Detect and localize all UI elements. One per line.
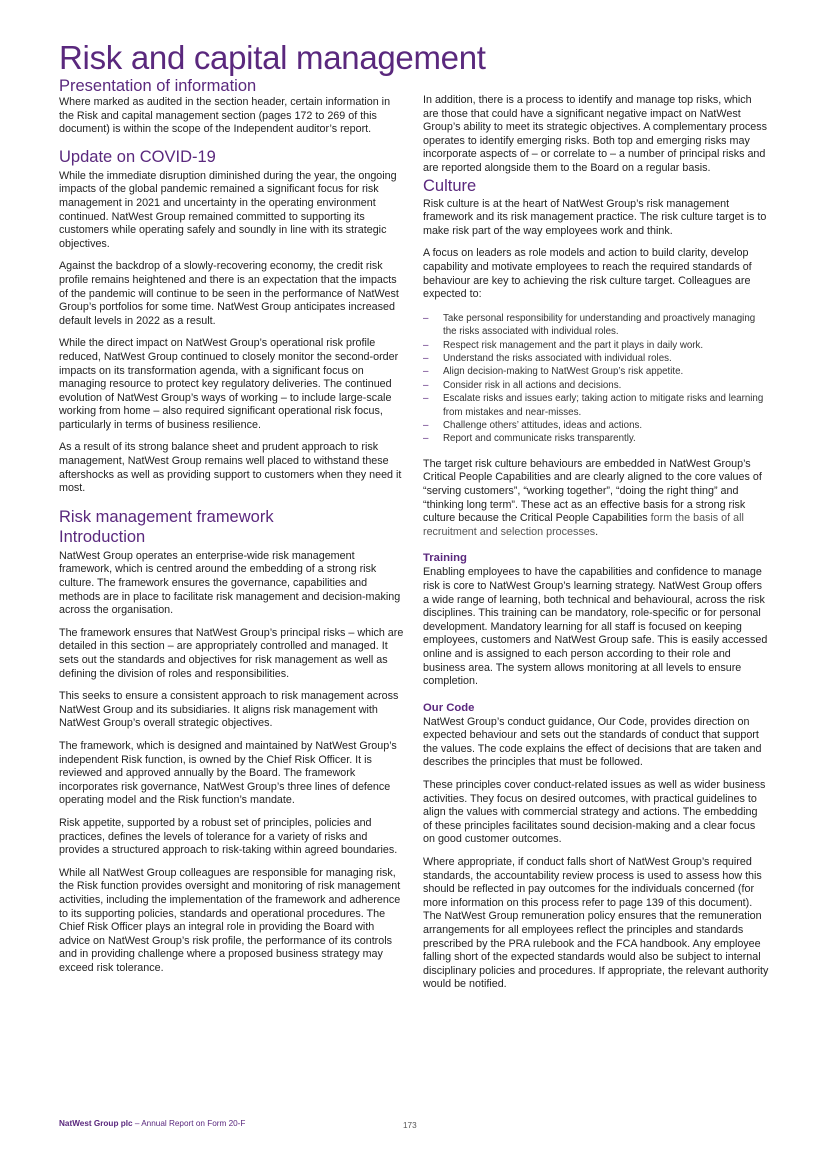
list-item: – Understand the risks associated with individual roles. [423, 352, 672, 364]
list-item: – Take personal responsibility for understanding and proactively managing the risks associated with individual roles. [423, 312, 756, 338]
framework-paragraph-6: While all NatWest Group colleagues are responsible for managing risk, the Risk function provides oversight and monitoring of risk management activities, including the implementation of the framework and adherence to its supporting policies, standards and operational procedures. The Chief Risk Officer plays an integral role in providing the Board with advice on NatWest Group’s risk profile, the performance of its controls and in providing challenge where a proposed business strategy may exceed risk tolerance. [59, 866, 401, 974]
dash-icon: – [423, 352, 429, 364]
our-code-section [423, 700, 769, 992]
presentation-section [59, 76, 404, 137]
culture-paragraph-1: Risk culture is at the heart of NatWest Group’s risk management framework and its risk management practice. The risk culture target is to make risk part of the way employees work and think. [423, 197, 767, 237]
framework-heading: Risk management framework [59, 507, 274, 526]
training-heading: Training [423, 552, 467, 565]
covid-section [59, 147, 404, 496]
list-item: – Report and communicate risks transparently. [423, 433, 636, 445]
page-title: Risk and capital management [59, 39, 486, 76]
culture-paragraph-3: The target risk culture behaviours are embedded in NatWest Group’s Critical People Capabilities and are clearly aligned to the core values of “serving customers”, “working together”, “doing the right thing” and “thinking long term”. These act as an effective basis for a strong risk culture because the Critical People Capabilities form the basis of all recruitment and selection processes. [423, 457, 762, 538]
covid-paragraph-4: As a result of its strong balance sheet and prudent approach to risk management, NatWest Group remains well placed to withstand these aftershocks as well as providing support to customers when they need it most. [59, 441, 402, 495]
list-item: – Respect risk management and the part it plays in daily work. [423, 339, 704, 351]
top-risks-paragraph: In addition, there is a process to identify and manage top risks, which are those that could have a significant negative impact on NatWest Group’s ability to meet its strategic objectives. A complementary process operates to identify emerging risks. Both top and emerging risks may incorporate aspects of – or correlate to – a number of principal risks and are reported alongside them to the Board on a regular basis. [423, 94, 767, 174]
framework-subheading: Introduction [59, 527, 146, 546]
footer-report-name: – Annual Report on Form 20-F [132, 1119, 246, 1128]
framework-paragraph-1: NatWest Group operates an enterprise-wide risk management framework, which is centred around the embedding of a strong risk culture. The framework ensures the governance, capabilities and methods are in place to facilitate risk management and decision-making across the organisation. [59, 549, 401, 617]
our-code-paragraph-2: These principles cover conduct-related issues as well as wider business activities. They focus on desired outcomes, with practical guidelines to align the values with commercial strategy and actions. The embedding of these principles facilitates sound decision-making and a clear focus on good customer outcomes. [423, 779, 766, 846]
framework-paragraph-4: The framework, which is designed and maintained by NatWest Group’s independent Risk function, is owned by the Chief Risk Officer. It is reviewed and approved annually by the Board. The framework incorporates risk governance, NatWest Group’s three lines of defence operating model and the Risk function’s mandate. [59, 739, 397, 807]
culture-heading: Culture [423, 176, 477, 195]
framework-paragraph-5: Risk appetite, supported by a robust set of principles, policies and practices, defines the levels of tolerance for a variety of risks and provides a structured approach to risk-taking within agreed boundaries. [59, 816, 398, 857]
culture-paragraph-2: A focus on leaders as role models and action to build clarity, develop capability and motivate employees to reach the required standards of behaviour are key to achieving the risk culture target. Colleagues are expected to: [423, 247, 752, 301]
framework-section [59, 507, 404, 976]
covid-paragraph-2: Against the backdrop of a slowly-recovering economy, the credit risk profile remains heightened and there is an expectation that the impacts of the pandemic will continue to be seen in the performance of NatWest Group’s portfolios for some time. NatWest Group anticipates increased default levels in 2022 as a result. [59, 260, 399, 327]
right-column [423, 94, 769, 992]
left-column [59, 76, 404, 975]
culture-expectations-list [423, 312, 769, 446]
training-section [423, 550, 769, 688]
list-item: – Challenge others’ attitudes, ideas and actions. [423, 419, 643, 431]
covid-paragraph-3: While the direct impact on NatWest Group’s operational risk profile reduced, NatWest Group continued to closely monitor the second-order impacts on its transformation agenda, with a significant focus on managing resource to protect key regulatory deliveries. The continued evolution of NatWest Group’s ways of working – to include large-scale working from home – also required significant operational risk focus, particularly in terms of business resilience. [59, 337, 399, 431]
list-item: – Escalate risks and issues early; taking action to mitigate risks and learning from mistakes and near-misses. [423, 393, 764, 418]
dash-icon: – [423, 419, 429, 431]
framework-paragraph-3: This seeks to ensure a consistent approach to risk management across NatWest Group and its subsidiaries. It aligns risk management with NatWest Group’s overall strategic objectives. [59, 690, 399, 730]
page-number: 173 [403, 1121, 417, 1130]
covid-heading: Update on COVID-19 [59, 147, 216, 166]
list-item: – Align decision-making to NatWest Group’s risk appetite. [423, 366, 684, 378]
footer [59, 1119, 245, 1128]
dash-icon: – [423, 312, 429, 324]
presentation-paragraph: Where marked as audited in the section header, certain information in the Risk and capital management section (pages 172 to 269 of this document) is within the scope of the Independent auditor’s report. [59, 96, 391, 136]
our-code-paragraph-3: Where appropriate, if conduct falls short of NatWest Group’s required standards, the accountability review process is used to assess how this should be reflected in pay outcomes for the individuals concerned (for more information on this process refer to page 139 of this document). The NatWest Group remuneration policy ensures that the remuneration arrangements for all employees reflect the principles and standards prescribed by the PRA rulebook and the FCA handbook. Any employee falling short of the expected standards would also be subject to internal disciplinary policies and procedures. If appropriate, the relevant authority would be notified. [423, 856, 769, 991]
dash-icon: – [423, 393, 429, 405]
dash-icon: – [423, 433, 429, 445]
dash-icon: – [423, 366, 429, 378]
dash-icon: – [423, 379, 429, 391]
footer-brand: NatWest Group plc [59, 1119, 133, 1128]
training-paragraph: Enabling employees to have the capabilities and confidence to manage risk is core to NatWest Group’s learning strategy. NatWest Group offers a wide range of learning, both technical and behavioural, across the risk disciplines. This training can be mandatory, role-specific or for personal development. Mandatory learning for all staff is focused on keeping employees, customers and NatWest Group safe. This is easily accessed online and is assigned to each person according to their role and business area. The system allows monitoring at all levels to ensure completion. [423, 566, 768, 688]
our-code-paragraph-1: NatWest Group’s conduct guidance, Our Code, provides direction on expected behaviour and sets out the standards of conduct that support the values. The code explains the effect of decisions that are taken and describes the principles that must be followed. [423, 715, 762, 769]
culture-section [423, 176, 769, 540]
dash-icon: – [423, 339, 429, 351]
our-code-heading: Our Code [423, 701, 475, 714]
framework-paragraph-2: The framework ensures that NatWest Group’s principal risks – which are detailed in this section – are appropriately controlled and managed. It sets out the standards and objectives for risk management as well as defining the division of roles and responsibilities. [59, 626, 404, 680]
list-item: – Consider risk in all actions and decisions. [423, 379, 622, 391]
presentation-heading: Presentation of information [59, 77, 257, 95]
covid-paragraph-1: While the immediate disruption diminished during the year, the ongoing impacts of the global pandemic remained a significant focus for risk management in 2021 and uncertainty in the operating environment continued. NatWest Group remained committed to supporting its customers while operating safely and soundly in line with its strategic objectives. [59, 169, 397, 250]
